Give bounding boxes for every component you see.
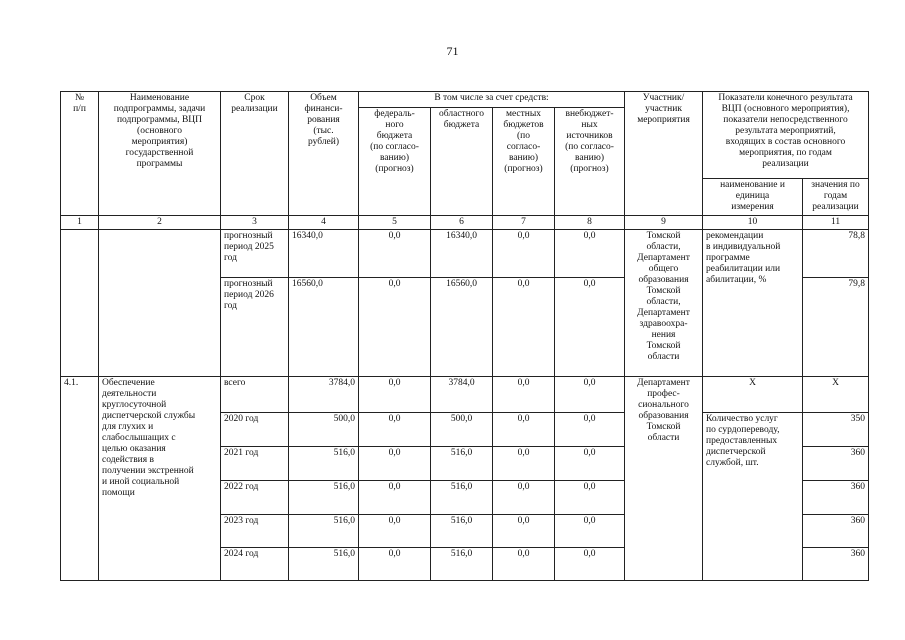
period-cell: всего [221, 377, 289, 413]
volume-cell: 516,0 [289, 481, 359, 515]
volume-cell: 16560,0 [289, 278, 359, 377]
cont-indicator-cell [703, 230, 803, 377]
cont-participant-cell [625, 230, 703, 377]
local-cell: 0,0 [493, 481, 555, 515]
col-number: 1 [61, 216, 99, 230]
column-numbers-row [61, 216, 869, 230]
col-number: 3 [221, 216, 289, 230]
local-cell: 0,0 [493, 230, 555, 278]
regional-cell: 516,0 [431, 481, 493, 515]
extra-cell: 0,0 [555, 515, 625, 548]
item-participant-text: Департамент профес- сионального образования Томской области [637, 378, 690, 443]
extra-cell: 0,0 [555, 278, 625, 377]
federal-cell: 0,0 [359, 377, 431, 413]
volume-cell: 3784,0 [289, 377, 359, 413]
extra-cell: 0,0 [555, 230, 625, 278]
table-row [61, 377, 869, 413]
regional-cell: 16340,0 [431, 230, 493, 278]
federal-cell: 0,0 [359, 413, 431, 447]
header-indicator-values-text: значения по годам реализации [811, 180, 860, 212]
value-cell: 79,8 [803, 278, 869, 377]
col-number: 4 [289, 216, 359, 230]
extra-cell: 0,0 [555, 447, 625, 481]
header-indicator-name-text: наименование и единица измерения [720, 180, 785, 212]
cont-name-cell [99, 230, 221, 377]
header-name-text: Наименование подпрограммы, задачи подпрограммы, ВЦП (основного мероприятия) государственной программы [113, 93, 206, 169]
header-funds-group-text: В том числе за счет средств: [434, 93, 549, 103]
federal-cell: 0,0 [359, 230, 431, 278]
cont-participant-text: Томской области, Департамент общего образования Томской области, Департамент здравоохра- нения Томской области [637, 231, 690, 362]
table-row [61, 230, 869, 278]
extra-cell: 0,0 [555, 548, 625, 581]
header-local [493, 108, 555, 216]
volume-cell: 16340,0 [289, 230, 359, 278]
cont-indicator-text: рекомендации в индивидуальной программе реабилитации или абилитации, % [706, 231, 781, 285]
item-name-text: Обеспечение деятельности круглосуточной диспетчерской службы для глухих и слабослышащих с целью оказания содействия в получении экстренной и иной социальной помощи [102, 378, 196, 498]
regional-cell: 500,0 [431, 413, 493, 447]
extra-cell: 0,0 [555, 413, 625, 447]
local-cell: 0,0 [493, 548, 555, 581]
volume-cell: 500,0 [289, 413, 359, 447]
value-cell: 360 [803, 515, 869, 548]
volume-cell: 516,0 [289, 548, 359, 581]
period-cell: 2022 год [221, 481, 289, 515]
header-funds-group [359, 92, 625, 108]
federal-cell: 0,0 [359, 548, 431, 581]
header-indicator-name [703, 179, 803, 216]
value-cell: 350 [803, 413, 869, 447]
local-cell: 0,0 [493, 515, 555, 548]
extra-cell: 0,0 [555, 481, 625, 515]
header-federal-text: федераль- ного бюджета (по согласо- ванию) (прогноз) [370, 109, 419, 174]
header-participant [625, 92, 703, 216]
period-text: прогнозный период 2026 год [224, 279, 274, 311]
period-cell: 2023 год [221, 515, 289, 548]
header-name [99, 92, 221, 216]
program-table [60, 91, 869, 581]
regional-cell: 16560,0 [431, 278, 493, 377]
item-participant-cell [625, 377, 703, 581]
local-cell: 0,0 [493, 413, 555, 447]
regional-cell: 516,0 [431, 447, 493, 481]
header-indicators-group [703, 92, 869, 179]
header-num-text: № п/п [73, 93, 86, 114]
header-num [61, 92, 99, 216]
header-regional-text: областного бюджета [439, 109, 484, 130]
col-number: 8 [555, 216, 625, 230]
col-number: 10 [703, 216, 803, 230]
local-cell: 0,0 [493, 377, 555, 413]
item-name-cell [99, 377, 221, 581]
total-value-cell: Х [803, 377, 869, 413]
value-cell: 360 [803, 481, 869, 515]
volume-cell: 516,0 [289, 447, 359, 481]
header-term [221, 92, 289, 216]
local-cell: 0,0 [493, 278, 555, 377]
regional-cell: 516,0 [431, 548, 493, 581]
col-number: 6 [431, 216, 493, 230]
item-num-cell [61, 377, 99, 581]
federal-cell: 0,0 [359, 278, 431, 377]
extra-cell: 0,0 [555, 377, 625, 413]
local-cell: 0,0 [493, 447, 555, 481]
header-local-text: местных бюджетов (по согласо- ванию) (прогноз) [503, 109, 544, 174]
item-indicator-cell [703, 413, 803, 581]
item-indicator-text: Количество услуг по сурдопереводу, предоставленных диспетчерской службой, шт. [706, 414, 780, 468]
col-number: 11 [803, 216, 869, 230]
col-number: 7 [493, 216, 555, 230]
header-extra-text: внебюджет- ных источников (по согласо- ванию) (прогноз) [565, 109, 614, 174]
period-cell: 2021 год [221, 447, 289, 481]
header-indicators-group-text: Показатели конечного результата ВЦП (основного мероприятия), показатели непосредственного результата мероприятий, входящих в состав основного мероприятия, по годам реализации [718, 93, 853, 169]
regional-cell: 3784,0 [431, 377, 493, 413]
cont-num-cell [61, 230, 99, 377]
volume-cell: 516,0 [289, 515, 359, 548]
period-cell: 2024 год [221, 548, 289, 581]
federal-cell: 0,0 [359, 447, 431, 481]
period-cell [221, 230, 289, 278]
period-cell [221, 278, 289, 377]
regional-cell: 516,0 [431, 515, 493, 548]
period-cell: 2020 год [221, 413, 289, 447]
col-number: 5 [359, 216, 431, 230]
col-number: 9 [625, 216, 703, 230]
period-text: прогнозный период 2025 год [224, 231, 274, 263]
value-cell: 360 [803, 447, 869, 481]
total-indicator-cell: Х [703, 377, 803, 413]
header-federal [359, 108, 431, 216]
item-num-text: 4.1. [64, 378, 79, 388]
header-term-text: Срок реализации [231, 93, 278, 114]
header-participant-text: Участник/ участник мероприятия [637, 93, 690, 125]
page-number: 71 [446, 44, 459, 58]
federal-cell: 0,0 [359, 481, 431, 515]
header-volume [289, 92, 359, 216]
header-volume-text: Объем финанси- рования (тыс. рублей) [304, 93, 343, 147]
header-regional [431, 108, 493, 216]
col-number: 2 [99, 216, 221, 230]
federal-cell: 0,0 [359, 515, 431, 548]
value-cell: 78,8 [803, 230, 869, 278]
header-extra [555, 108, 625, 216]
value-cell: 360 [803, 548, 869, 581]
header-indicator-values [803, 179, 869, 216]
